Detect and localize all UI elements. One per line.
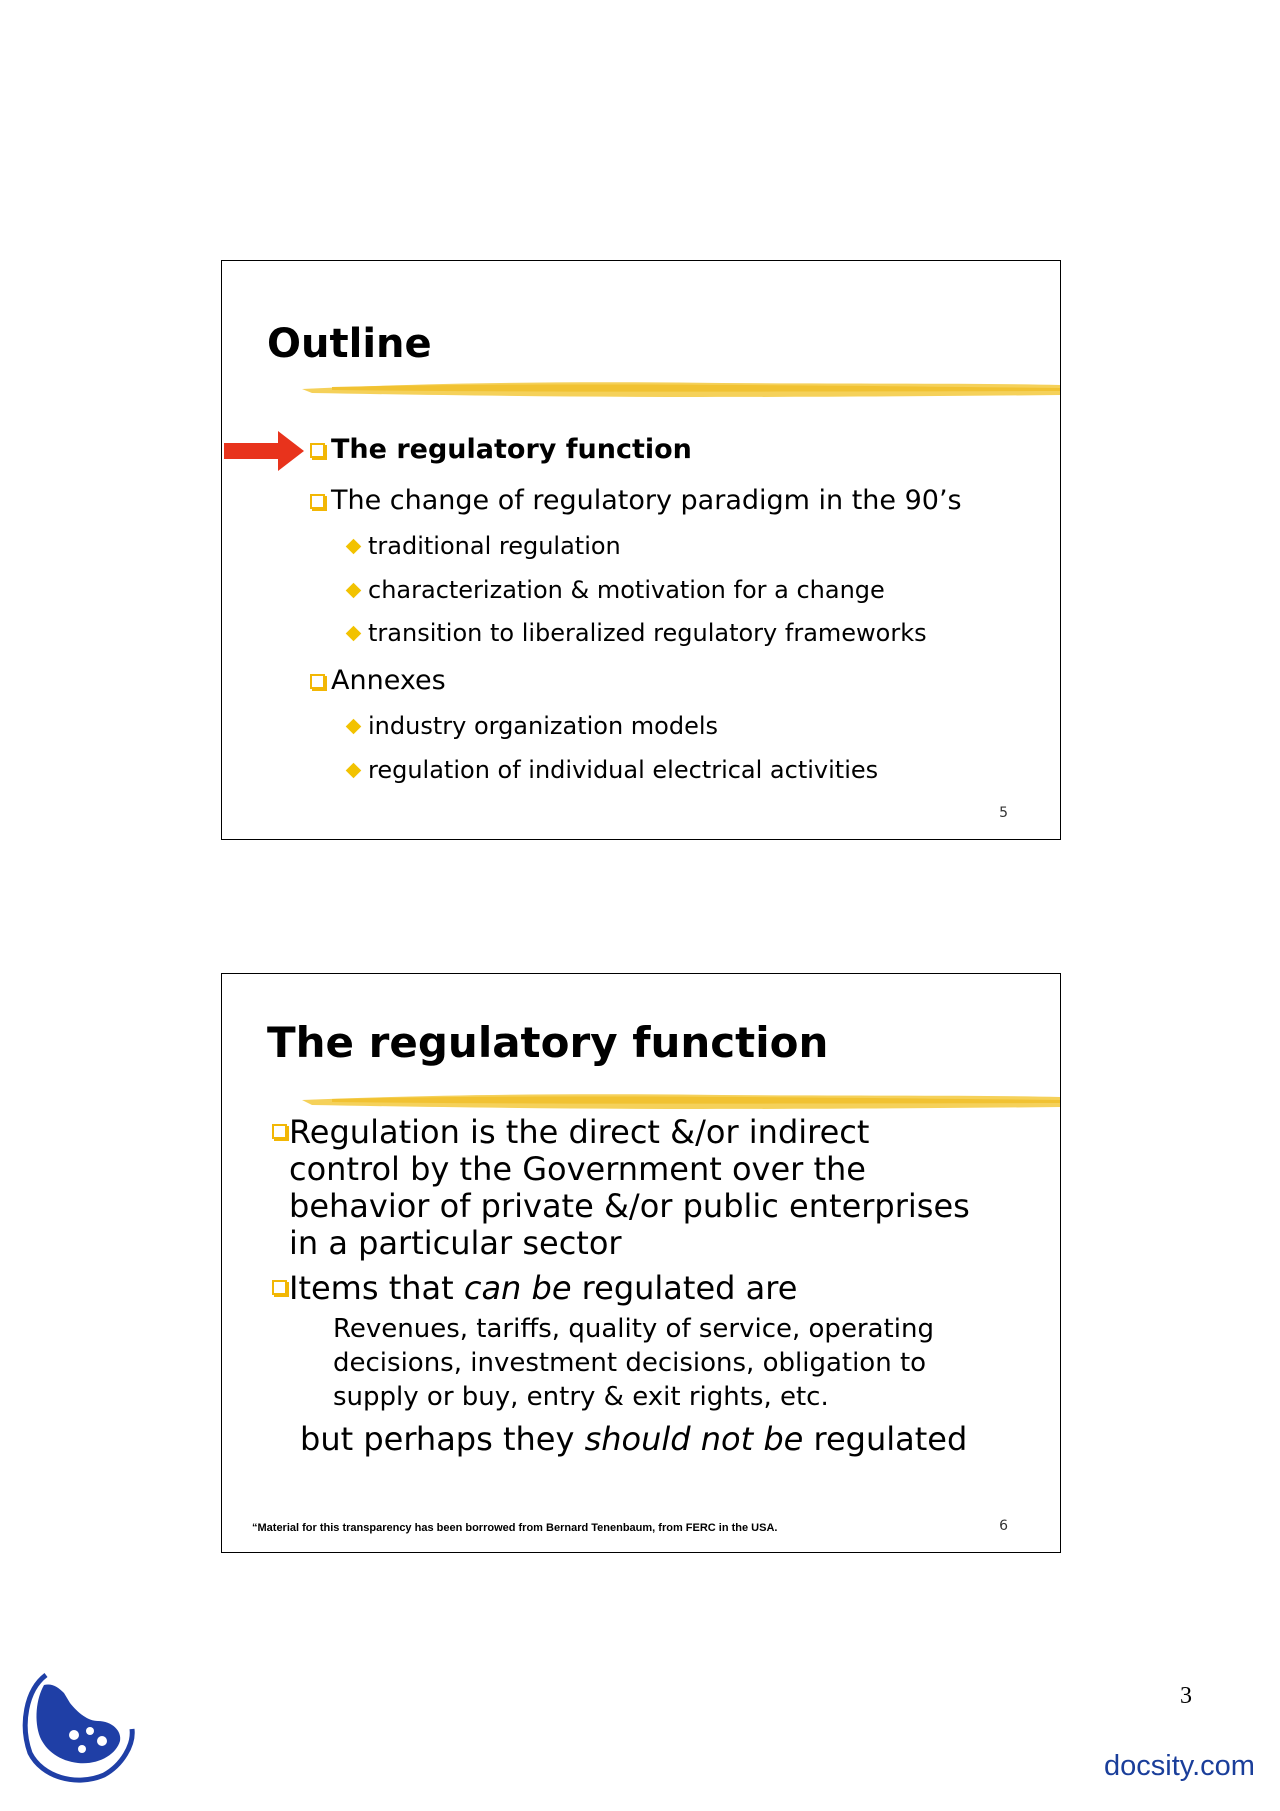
- square-bullet-icon: [272, 1280, 287, 1295]
- regulated-items-list: Revenues, tariffs, quality of service, operating decisions, investment decisions, obligation to supply or buy, entry & exit rights, etc.: [333, 1314, 934, 1412]
- item-label: characterization & motivation for a change: [368, 576, 885, 604]
- item-label: transition to liberalized regulatory frameworks: [368, 619, 927, 647]
- diamond-bullet-icon: [346, 763, 362, 779]
- outline-subitem: [344, 712, 718, 740]
- slide-page-number: 5: [999, 805, 1008, 821]
- bullet-text: Regulation is the direct &/or indirect control by the Government over the behavior of private &/or public enterprises in a particular sector: [289, 1113, 970, 1262]
- bullet-items-regulated: [272, 1270, 1032, 1307]
- outline-item-paradigm-change: [310, 485, 962, 516]
- bullet-regulation-definition: [272, 1114, 1032, 1262]
- outline-item-annexes: [310, 665, 446, 696]
- diamond-bullet-icon: [346, 626, 362, 642]
- slide-title: Outline: [267, 321, 432, 367]
- yellow-brush-underline: [302, 1086, 1061, 1116]
- bullet-text-emphasis: can be: [463, 1269, 572, 1307]
- square-bullet-icon: [310, 443, 325, 458]
- item-label: The regulatory function: [331, 434, 692, 465]
- bullet-text-post: regulated are: [571, 1269, 798, 1307]
- document-page-number: 3: [1180, 1683, 1192, 1709]
- item-label: regulation of individual electrical activities: [368, 756, 879, 784]
- continuation-line: [300, 1420, 967, 1458]
- outline-subitem: [344, 576, 885, 604]
- diamond-bullet-icon: [346, 719, 362, 735]
- bullet-text-pre: Items that: [289, 1269, 464, 1307]
- docsity-logo-icon: [16, 1665, 138, 1787]
- continuation-pre: but perhaps they: [300, 1420, 585, 1458]
- red-arrow-icon: [224, 429, 306, 473]
- continuation-post: regulated: [803, 1420, 968, 1458]
- slide-outline: [221, 260, 1061, 840]
- item-label: The change of regulatory paradigm in the 90’s: [331, 485, 962, 516]
- item-label: industry organization models: [368, 712, 719, 740]
- footnote: “Material for this transparency has been borrowed from Bernard Tenenbaum, from FERC in the USA.: [252, 1522, 778, 1534]
- slide-page-number: 6: [999, 1518, 1008, 1534]
- yellow-brush-underline: [302, 373, 1061, 403]
- outline-subitem: [344, 756, 878, 784]
- diamond-bullet-icon: [346, 583, 362, 599]
- square-bullet-icon: [310, 494, 325, 509]
- item-label: Annexes: [331, 665, 446, 696]
- square-bullet-icon: [310, 674, 325, 689]
- diamond-bullet-icon: [346, 539, 362, 555]
- outline-subitem: [344, 619, 927, 647]
- outline-subitem: [344, 532, 621, 560]
- docsity-brand-link[interactable]: docsity.com: [1104, 1750, 1255, 1782]
- continuation-emphasis: should not be: [584, 1420, 804, 1458]
- square-bullet-icon: [272, 1124, 287, 1139]
- outline-item-regulatory-function: [310, 434, 692, 465]
- item-label: traditional regulation: [368, 532, 621, 560]
- slide-title: The regulatory function: [267, 1018, 829, 1067]
- slide-regulatory-function: [221, 973, 1061, 1553]
